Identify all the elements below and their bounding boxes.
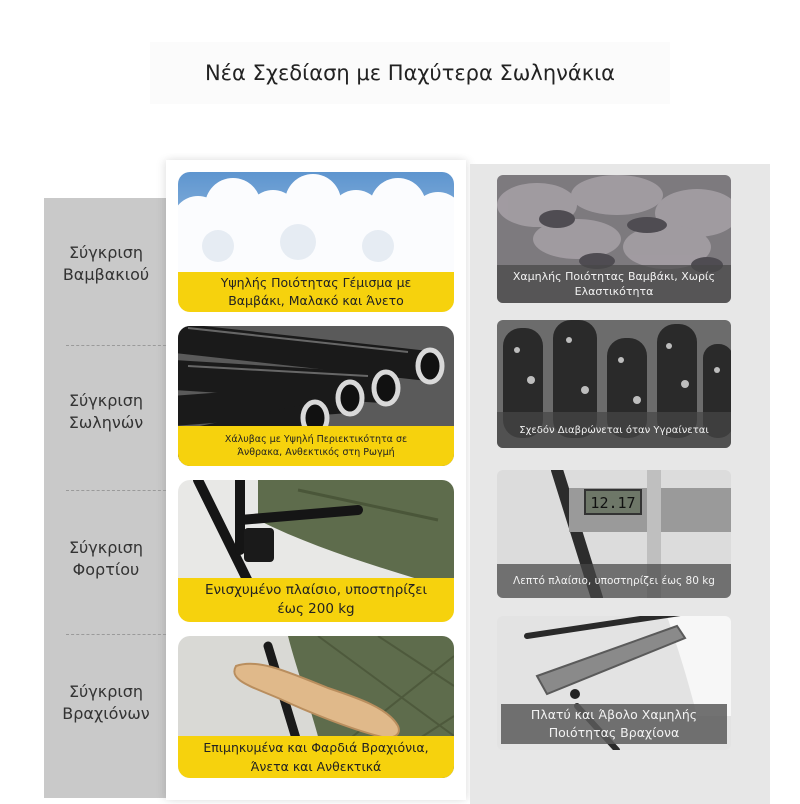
good-tube-caption: Χάλυβας με Υψηλή Περιεκτικότητα σε Άνθρακα, Ανθεκτικός στη Ρωγμή	[178, 426, 454, 466]
good-armrest-caption: Επιμηκυμένα και Φαρδιά Βραχιόνια, Άνετα και Ανθεκτικά	[178, 736, 454, 778]
label-armrest-comparison	[44, 681, 168, 725]
bad-tube-caption: Σχεδόν Διαβρώνεται όταν Υγραίνεται	[497, 412, 731, 448]
bad-cotton-card	[497, 175, 731, 303]
label-line: Σύγκριση Βραχιόνων	[62, 682, 150, 723]
page-title: Νέα Σχεδίαση με Παχύτερα Σωληνάκια	[150, 42, 670, 104]
bad-armrest-card	[497, 616, 731, 750]
label-tube-comparison	[44, 390, 168, 434]
label-load-comparison	[44, 537, 168, 581]
good-cotton-caption: Υψηλής Ποιότητας Γέμισμα με Βαμβάκι, Μαλακό και Άνετο	[178, 272, 454, 312]
label-cotton-comparison	[44, 242, 168, 286]
label-line: Σύγκριση Φορτίου	[68, 538, 144, 579]
bad-load-caption: Λεπτό πλαίσιο, υποστηρίζει έως 80 kg	[497, 564, 731, 598]
good-cotton-card	[178, 172, 454, 312]
row-divider	[66, 345, 166, 346]
row-divider	[66, 634, 166, 635]
good-load-card	[178, 480, 454, 622]
good-tube-card	[178, 326, 454, 466]
good-armrest-card	[178, 636, 454, 778]
row-divider	[66, 490, 166, 491]
label-line: Σύγκριση Βαμβακιού	[62, 243, 150, 284]
bad-cotton-caption: Χαμηλής Ποιότητας Βαμβάκι, Χωρίς Ελαστικότητα	[497, 265, 731, 303]
bad-tube-card	[497, 320, 731, 448]
caliper-display-reading: 12.17	[590, 494, 636, 512]
bad-load-card	[497, 470, 731, 598]
good-load-caption: Ενισχυμένο πλαίσιο, υποστηρίζει έως 200 kg	[178, 578, 454, 622]
label-line: Σύγκριση Σωληνών	[68, 391, 144, 432]
bad-armrest-caption: Πλατύ και Άβολο Χαμηλής Ποιότητας Βραχίονα	[501, 704, 727, 744]
